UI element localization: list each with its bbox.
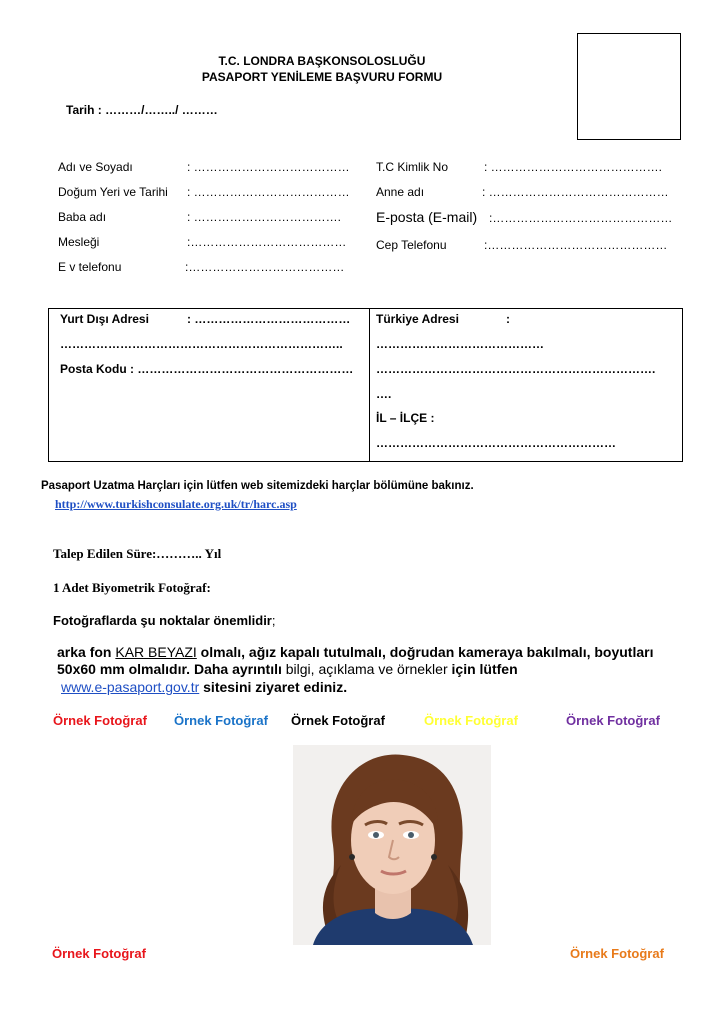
instruction-text-5: için lütfen bbox=[451, 661, 518, 677]
photo-note-heading bbox=[53, 613, 276, 628]
field-input-mother[interactable]: : ……………………………………… bbox=[482, 185, 669, 199]
field-input-occupation[interactable]: :………………………………… bbox=[187, 235, 347, 249]
field-input-mobile[interactable]: :……………………………………… bbox=[484, 238, 668, 252]
field-input-name[interactable]: : ………………………………… bbox=[187, 160, 350, 174]
field-input-tc-id[interactable]: : ……………………………………. bbox=[484, 160, 663, 174]
photo-placeholder-box bbox=[577, 33, 681, 140]
form-title: PASAPORT YENİLEME BAŞVURU FORMU bbox=[201, 70, 443, 84]
address-table-divider bbox=[369, 308, 370, 462]
instruction-text-1: arka fon bbox=[57, 644, 116, 660]
field-label-father: Baba adı bbox=[58, 210, 107, 224]
bottom-sample-label-red: Örnek Fotoğraf bbox=[52, 946, 146, 961]
sample-portrait-photo bbox=[293, 745, 491, 945]
abroad-address-input[interactable]: : ………………………………… bbox=[187, 312, 351, 326]
sample-label-black: Örnek Fotoğraf bbox=[291, 713, 385, 728]
bottom-sample-label-orange: Örnek Fotoğraf bbox=[570, 946, 664, 961]
requested-duration[interactable]: Talep Edilen Süre:……….. Yıl bbox=[53, 546, 222, 561]
instruction-text-3: 50x60 mm olmalıdır. Daha ayrıntılı bbox=[57, 661, 282, 677]
turkey-address-line-1[interactable]: …………………………………… bbox=[376, 337, 544, 351]
abroad-address-line[interactable]: …………………………………………………………….. bbox=[60, 337, 343, 351]
field-input-home-phone[interactable]: :………………………………… bbox=[185, 260, 345, 274]
turkey-address-line-3[interactable]: …. bbox=[376, 387, 392, 401]
turkey-address-label: Türkiye Adresi bbox=[376, 312, 459, 326]
instruction-line-3 bbox=[61, 679, 347, 695]
field-label-name: Adı ve Soyadı bbox=[58, 160, 133, 174]
field-input-email[interactable]: :……………………………………… bbox=[489, 211, 673, 225]
postcode-field[interactable]: Posta Kodu : ……………………………………………… bbox=[60, 362, 354, 376]
photo-count: 1 Adet Biyometrik Fotoğraf: bbox=[53, 580, 211, 595]
photo-note-heading-text: Fotoğraflarda şu noktalar önemlidir bbox=[53, 613, 272, 628]
fees-note: Pasaport Uzatma Harçları için lütfen web sitemizdeki harçlar bölümüne bakınız. bbox=[41, 480, 474, 492]
instruction-text-2: olmalı, ağız kapalı tutulmalı, doğrudan kameraya bakılmalı, boyutları bbox=[196, 644, 654, 660]
turkey-address-colon: : bbox=[506, 312, 510, 326]
turkey-address-line-2[interactable]: ……………………………………………………………. bbox=[376, 362, 656, 376]
abroad-address-label: Yurt Dışı Adresi bbox=[60, 312, 149, 326]
field-label-occupation: Mesleği bbox=[58, 235, 100, 249]
field-label-tc-id: T.C Kimlik No bbox=[376, 160, 449, 174]
e-pasaport-link[interactable]: www.e-pasaport.gov.tr bbox=[61, 679, 200, 695]
sample-label-yellow: Örnek Fotoğraf bbox=[424, 713, 518, 728]
field-label-mother: Anne adı bbox=[376, 185, 425, 199]
date-field[interactable]: Tarih : ………/……../ ……… bbox=[66, 103, 218, 117]
field-input-birth[interactable]: : ………………………………… bbox=[187, 185, 350, 199]
instruction-text-6: sitesini ziyaret ediniz. bbox=[199, 679, 348, 695]
turkey-address-line-4[interactable]: …………………………………………………… bbox=[376, 436, 616, 450]
portrait-illustration bbox=[293, 745, 491, 945]
instruction-line-1 bbox=[57, 644, 653, 660]
instruction-line-2 bbox=[57, 661, 518, 677]
photo-note-semicolon: ; bbox=[271, 613, 276, 628]
il-ilce-label: İL – İLÇE : bbox=[376, 411, 435, 425]
fees-link[interactable]: http://www.turkishconsulate.org.uk/tr/harc.asp bbox=[55, 497, 297, 511]
field-label-birth: Doğum Yeri ve Tarihi bbox=[58, 185, 168, 199]
field-input-father[interactable]: : ………………………………. bbox=[187, 210, 342, 224]
consulate-title: T.C. LONDRA BAŞKONSOLOSLUĞU bbox=[218, 54, 426, 68]
kar-beyazi-text: KAR BEYAZI bbox=[115, 644, 197, 660]
sample-label-purple: Örnek Fotoğraf bbox=[566, 713, 660, 728]
sample-label-blue: Örnek Fotoğraf bbox=[174, 713, 268, 728]
field-label-mobile: Cep Telefonu bbox=[376, 238, 447, 252]
field-label-email: E-posta (E-mail) bbox=[376, 209, 478, 225]
sample-label-red: Örnek Fotoğraf bbox=[53, 713, 147, 728]
instruction-text-4: bilgi, açıklama ve örnekler bbox=[281, 661, 452, 677]
field-label-home-phone: E v telefonu bbox=[58, 260, 122, 274]
